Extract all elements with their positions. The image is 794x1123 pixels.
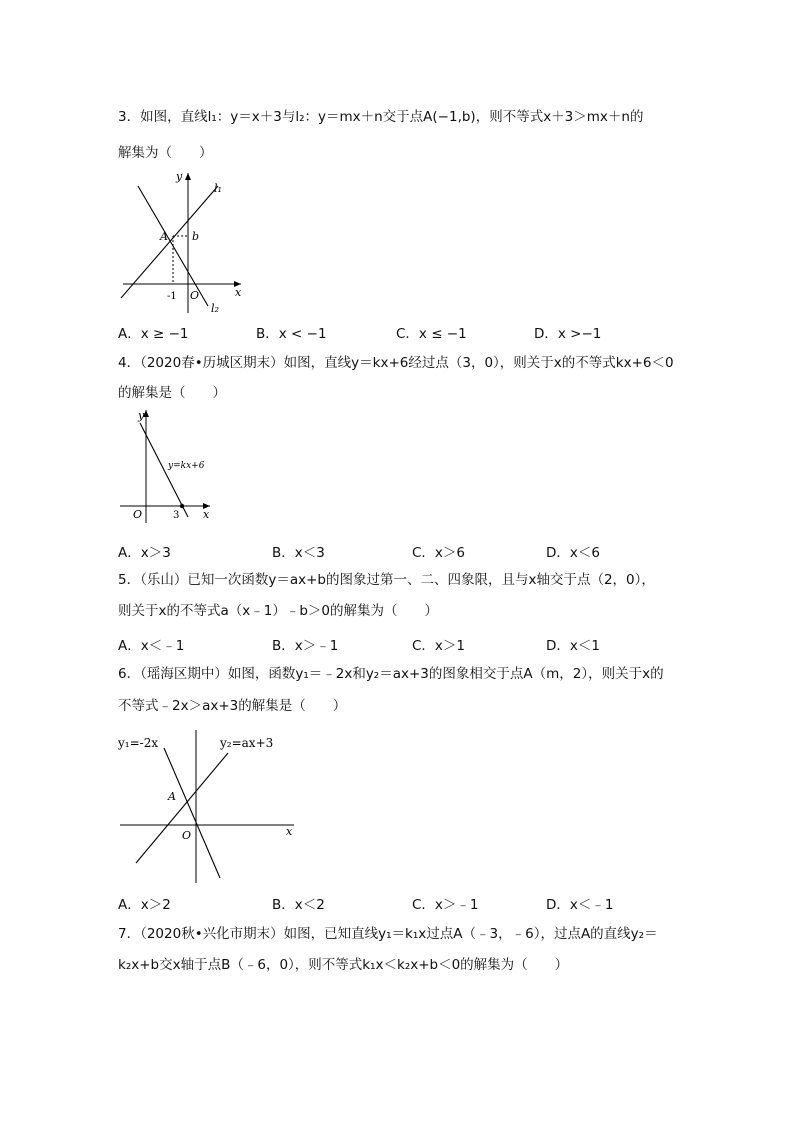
q4-x-label: x bbox=[203, 508, 210, 521]
q4-choices bbox=[118, 541, 698, 559]
q3-b-label: b bbox=[192, 230, 200, 243]
q3-stem-line2: 解集为（ ） bbox=[118, 145, 213, 161]
q4-y-label: y bbox=[138, 409, 145, 422]
q4-choice-c[interactable]: C．x＞6 bbox=[412, 545, 466, 561]
q5-stem-line1: 5．（乐山）已知一次函数y＝ax+b的图象过第一、二、四象限，且与x轴交于点（2，0）， bbox=[118, 572, 655, 588]
q6-point-a-label: A bbox=[168, 790, 176, 803]
q5-choices bbox=[118, 634, 698, 652]
q3-neg1-label: -1 bbox=[167, 291, 177, 302]
q4-three-label: 3 bbox=[173, 510, 180, 521]
q4-origin-label: O bbox=[133, 508, 143, 521]
q6-origin-label: O bbox=[182, 829, 192, 842]
q6-choice-a[interactable]: A．x＞2 bbox=[118, 897, 171, 913]
q7-stem-line2: k₂x+b交x轴于点B（﹣6，0），则不等式k₁x＜k₂x+b＜0的解集为（ ） bbox=[118, 957, 569, 973]
q6-stem-line1: 6．（瑶海区期中）如图，函数y₁＝﹣2x和y₂＝ax+3的图象相交于点A（m，2），则关于x的 bbox=[118, 666, 664, 682]
q3-figure bbox=[118, 168, 248, 318]
q6-y2-label: y₂=ax+3 bbox=[220, 736, 274, 750]
q6-x-label: x bbox=[286, 825, 293, 838]
q4-choice-a[interactable]: A．x＞3 bbox=[118, 545, 171, 561]
q4-choice-b[interactable]: B．x＜3 bbox=[272, 545, 325, 561]
q3-choices bbox=[118, 322, 698, 340]
q4-figure bbox=[118, 405, 218, 525]
q4-choice-d[interactable]: D．x＜6 bbox=[546, 545, 600, 561]
q4-stem-line1: 4．（2020春•历城区期末）如图，直线y＝kx+6经过点（3，0），则关于x的不等式kx+6＜0 bbox=[118, 355, 674, 371]
q4-line-label: y=kx+6 bbox=[168, 461, 205, 471]
q3-choice-a[interactable]: A．x ≥ −1 bbox=[118, 326, 189, 342]
q6-y1-label: y₁=-2x bbox=[118, 736, 159, 750]
q6-choice-b[interactable]: B．x＜2 bbox=[272, 897, 325, 913]
q3-l2-label: l₂ bbox=[211, 302, 219, 315]
q3-choice-c[interactable]: C．x ≤ −1 bbox=[396, 326, 467, 342]
q3-choice-d[interactable]: D．x >−1 bbox=[534, 326, 602, 342]
q5-choice-d[interactable]: D．x＜1 bbox=[546, 638, 600, 654]
q3-origin-label: O bbox=[190, 289, 200, 302]
q6-choices bbox=[118, 893, 698, 911]
q6-choice-c[interactable]: C．x＞﹣1 bbox=[412, 897, 479, 913]
q5-choice-c[interactable]: C．x＞1 bbox=[412, 638, 466, 654]
q7-stem-line1: 7．（2020秋•兴化市期末）如图，已知直线y₁＝k₁x过点A（﹣3，﹣6），过点A的直线y₂＝ bbox=[118, 926, 658, 942]
q4-stem-line2: 的解集是（ ） bbox=[118, 385, 226, 401]
q3-l1-label: l₁ bbox=[214, 182, 222, 195]
q6-stem-line2: 不等式﹣2x＞ax+3的解集是（ ） bbox=[118, 698, 347, 714]
q6-choice-d[interactable]: D．x＜﹣1 bbox=[546, 897, 614, 913]
q5-stem-line2: 则关于x的不等式a（x﹣1）﹣b＞0的解集为（ ） bbox=[118, 603, 438, 619]
q3-point-a-label: A bbox=[160, 230, 168, 243]
q3-x-label: x bbox=[235, 286, 242, 299]
q3-y-label: y bbox=[176, 170, 183, 183]
q6-figure bbox=[116, 728, 306, 888]
q3-choice-b[interactable]: B．x < −1 bbox=[256, 326, 327, 342]
q5-choice-b[interactable]: B．x＞﹣1 bbox=[272, 638, 339, 654]
q3-stem-line1: 3．如图，直线l₁：y＝x＋3与l₂：y＝mx＋n交于点A(−1,b)，则不等式x＋3＞mx＋n的 bbox=[118, 109, 644, 125]
q5-choice-a[interactable]: A．x＜﹣1 bbox=[118, 638, 185, 654]
